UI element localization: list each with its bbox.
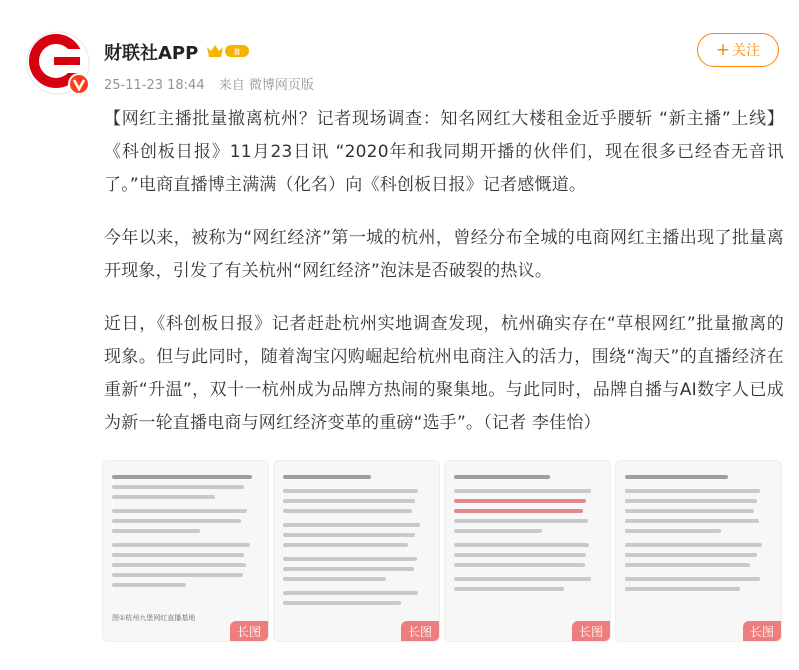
article-text-preview [283, 475, 430, 613]
gallery-image[interactable] [615, 460, 782, 642]
post-paragraph: 【网红主播批量撤离杭州？记者现场调查：知名网红大楼租金近乎腰斩 “新主播”上线】《科创板日报》11月23日讯 “2020年和我同期开播的伙伴们，现在很多已经杳无音讯了。”电商直播博主满满（化名）向《科创板日报》记者感慨道。 [104, 109, 784, 195]
post-paragraph: 今年以来，被称为“网红经济”第一城的杭州，曾经分布全城的电商网红主播出现了批量离开现象，引发了有关杭州“网红经济”泡沫是否破裂的热议。 [104, 228, 784, 281]
author-name[interactable]: 财联社APP [104, 43, 199, 64]
follow-button[interactable] [697, 33, 779, 67]
member-badge-icon [205, 42, 251, 60]
post-body [104, 103, 784, 460]
post-header [0, 0, 799, 100]
cls-logo-icon [24, 29, 92, 97]
long-image-tag: 长图 [572, 621, 610, 641]
post-source: 来自 微博网页版 [218, 78, 314, 93]
article-text-preview [454, 475, 601, 613]
gallery-image[interactable] [102, 460, 269, 642]
image-caption: 图①杭州九堡网红直播基地 [112, 614, 196, 622]
gallery-image[interactable] [444, 460, 611, 642]
plus-icon: + [715, 39, 731, 60]
post-timestamp[interactable]: 25-11-23 18:44 [104, 78, 205, 93]
badge-level-text: Ⅲ [233, 48, 241, 58]
follow-button-label: 关注 [732, 43, 761, 59]
article-text-preview [625, 475, 772, 613]
post-paragraph: 近日，《科创板日报》记者赶赴杭州实地调查发现，杭州确实存在“草根网红”批量撤离的现象。但与此同时，随着淘宝闪购崛起给杭州电商注入的活力，围绕“淘天”的直播经济在重新“升温”，双十一杭州成为品牌方热闹的聚集地。与此同时，品牌自播与AI数字人已成为新一轮直播电商与网红经济变革的重磅“选手”。（记者 李佳怡） [104, 314, 784, 433]
image-gallery [102, 460, 782, 642]
post-meta [104, 74, 324, 93]
avatar[interactable] [24, 29, 92, 97]
long-image-tag: 长图 [743, 621, 781, 641]
long-image-tag: 长图 [230, 621, 268, 641]
article-text-preview [112, 475, 259, 613]
gallery-image[interactable] [273, 460, 440, 642]
long-image-tag: 长图 [401, 621, 439, 641]
